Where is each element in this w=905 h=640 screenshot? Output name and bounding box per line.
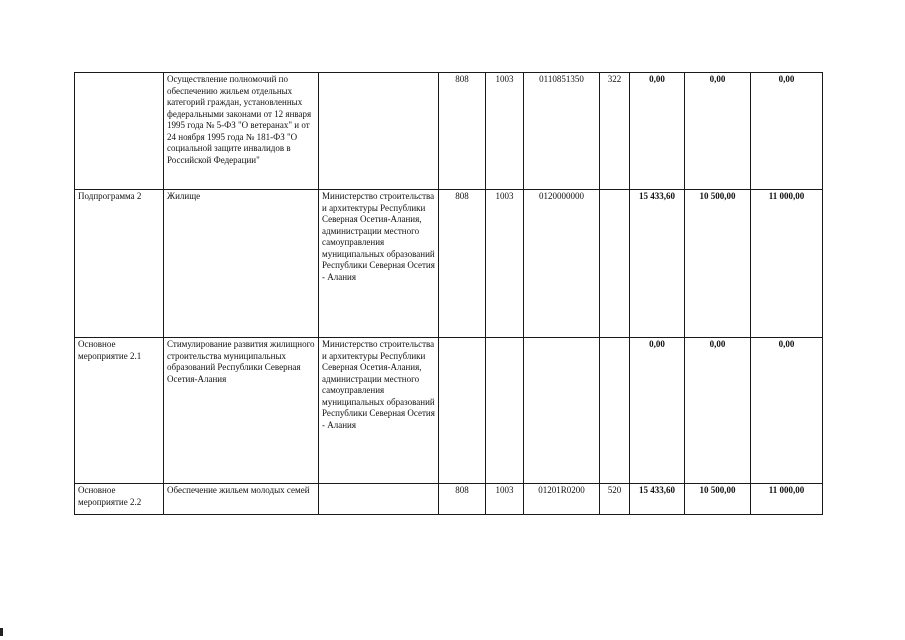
table-row [75, 73, 823, 190]
amount-cell-1: 15 433,60 [630, 190, 685, 338]
amount-cell-3: 0,00 [751, 73, 823, 190]
name-cell: Стимулирование развития жилищного строительства муниципальных образований Республики Северная Осетия-Алания [164, 338, 319, 484]
status-cell: Основное мероприятие 2.1 [75, 338, 164, 484]
table-row [75, 190, 823, 338]
scan-edge-mark [0, 628, 3, 636]
executor-cell: Министерство строительства и архитектуры Республики Северная Осетия-Алания, администрации местного самоуправления муниципальных образований Республики Северная Осетия - Алания [319, 338, 439, 484]
amount-cell-3: 11 000,00 [751, 190, 823, 338]
grbs-cell: 808 [439, 73, 486, 190]
csr-cell: 01201R0200 [524, 484, 600, 515]
status-cell [75, 73, 164, 190]
amount-cell-1: 15 433,60 [630, 484, 685, 515]
grbs-cell: 808 [439, 190, 486, 338]
program-table [74, 72, 823, 515]
name-cell: Обеспечение жильем молодых семей [164, 484, 319, 515]
amount-cell-1: 0,00 [630, 338, 685, 484]
table-row [75, 484, 823, 515]
rzpr-cell: 1003 [486, 73, 524, 190]
amount-cell-3: 11 000,00 [751, 484, 823, 515]
vr-cell: 520 [600, 484, 630, 515]
executor-cell: Министерство строительства и архитектуры Республики Северная Осетия-Алания, администрации местного самоуправления муниципальных образований Республики Северная Осетия - Алания [319, 190, 439, 338]
amount-cell-2: 0,00 [685, 338, 751, 484]
amount-cell-2: 0,00 [685, 73, 751, 190]
name-cell: Осуществление полномочий по обеспечению жильем отдельных категорий граждан, установленных федеральными законами от 12 января 1995 года № 5-ФЗ "О ветеранах" и от 24 ноября 1995 года № 181-ФЗ "О социальной защите инвалидов в Российской Федерации" [164, 73, 319, 190]
grbs-cell: 808 [439, 484, 486, 515]
executor-cell [319, 484, 439, 515]
executor-cell [319, 73, 439, 190]
grbs-cell [439, 338, 486, 484]
rzpr-cell: 1003 [486, 190, 524, 338]
rzpr-cell: 1003 [486, 484, 524, 515]
csr-cell: 0120000000 [524, 190, 600, 338]
csr-cell [524, 338, 600, 484]
csr-cell: 0110851350 [524, 73, 600, 190]
name-cell: Жилище [164, 190, 319, 338]
amount-cell-1: 0,00 [630, 73, 685, 190]
status-cell: Подпрограмма 2 [75, 190, 164, 338]
amount-cell-3: 0,00 [751, 338, 823, 484]
amount-cell-2: 10 500,00 [685, 190, 751, 338]
vr-cell: 322 [600, 73, 630, 190]
status-cell: Основное мероприятие 2.2 [75, 484, 164, 515]
rzpr-cell [486, 338, 524, 484]
vr-cell [600, 190, 630, 338]
table-row [75, 338, 823, 484]
amount-cell-2: 10 500,00 [685, 484, 751, 515]
vr-cell [600, 338, 630, 484]
